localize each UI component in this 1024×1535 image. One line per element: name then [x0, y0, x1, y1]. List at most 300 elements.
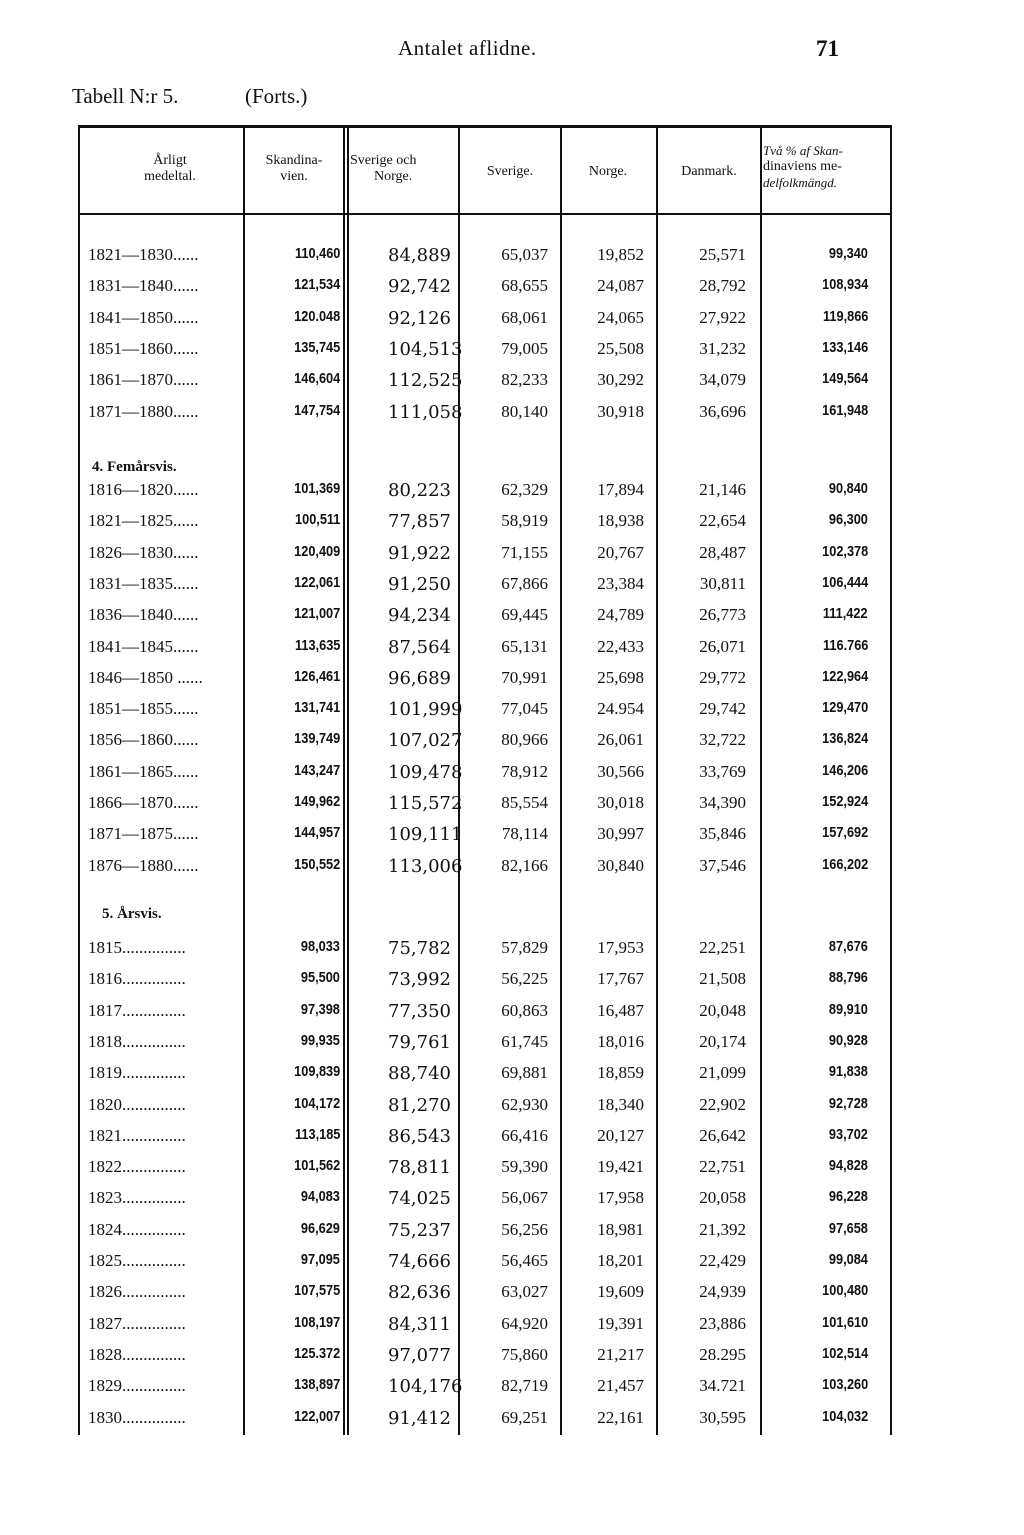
danmark-cell: 26,642	[699, 1125, 746, 1145]
sverige-norge-cell: 112,525	[388, 370, 463, 392]
sverige-norge-cell: 77,350	[388, 1000, 451, 1022]
period-cell: 1822...............	[88, 1157, 186, 1177]
tva-procent-cell: 136,824	[821, 730, 868, 748]
tva-procent-cell: 99,084	[828, 1251, 868, 1268]
norge-cell: 19,609	[597, 1282, 644, 1302]
sverige-cell: 62,930	[501, 1094, 548, 1114]
sverige-norge-cell: 80,223	[388, 480, 451, 501]
norge-cell: 24,087	[597, 276, 644, 296]
norge-cell: 30,018	[597, 793, 644, 812]
tva-procent-cell: 93,702	[828, 1125, 868, 1143]
tva-procent-cell: 99,340	[828, 245, 868, 262]
table-row	[0, 1220, 1024, 1251]
danmark-cell: 22,654	[699, 511, 746, 531]
period-cell: 1841—1850......	[88, 307, 199, 327]
tva-procent-cell: 106,444	[821, 573, 868, 591]
skandinavien-cell: 146,604	[293, 370, 340, 388]
sverige-cell: 85,554	[501, 793, 548, 812]
table-row	[0, 1408, 1024, 1439]
tva-procent-cell: 119,866	[822, 307, 868, 325]
sverige-norge-cell: 92,742	[388, 276, 451, 298]
norge-cell: 18,201	[597, 1251, 644, 1270]
sverige-cell: 56,225	[501, 969, 548, 989]
sverige-norge-cell: 96,689	[388, 667, 451, 689]
period-cell: 1846—1850 ......	[88, 667, 203, 687]
norge-cell: 25,508	[597, 338, 644, 358]
sverige-norge-cell: 73,992	[388, 969, 451, 991]
sverige-norge-cell: 88,740	[388, 1063, 451, 1085]
section-heading: 5. Årsvis.	[102, 906, 162, 922]
danmark-cell: 28.295	[699, 1344, 746, 1364]
sverige-cell: 79,005	[501, 338, 548, 358]
sverige-cell: 57,829	[501, 938, 548, 957]
header-sverige	[460, 164, 560, 180]
skandinavien-cell: 150,552	[293, 855, 340, 873]
header-svno-line2: Norge.	[374, 169, 413, 184]
skandinavien-cell: 98,033	[300, 938, 340, 955]
period-cell: 1819...............	[88, 1063, 186, 1083]
sverige-cell: 80,966	[501, 730, 548, 750]
table-row	[0, 793, 1024, 824]
sverige-cell: 75,860	[501, 1344, 548, 1364]
table-row	[0, 370, 1024, 401]
sverige-cell: 60,863	[501, 1000, 548, 1020]
table-row	[0, 824, 1024, 855]
tva-procent-cell: 157,692	[821, 824, 868, 842]
sverige-cell: 58,919	[501, 511, 548, 531]
table-row	[0, 605, 1024, 636]
danmark-cell: 21,146	[699, 480, 746, 499]
header-tva-line2: dinaviens me-	[763, 159, 842, 174]
sverige-cell: 65,037	[501, 245, 548, 264]
table-row	[0, 1126, 1024, 1157]
sverige-norge-cell: 97,077	[388, 1344, 451, 1366]
sverige-norge-cell: 75,237	[388, 1219, 451, 1241]
skandinavien-cell: 113,635	[294, 636, 340, 654]
period-cell: 1817...............	[88, 1000, 186, 1020]
danmark-cell: 36,696	[699, 401, 746, 421]
danmark-cell: 30,595	[699, 1407, 746, 1427]
header-skand-line2: vien.	[280, 169, 308, 184]
skandinavien-cell: 144,957	[293, 824, 340, 842]
table-row	[0, 938, 1024, 969]
sverige-cell: 56,465	[501, 1251, 548, 1270]
danmark-cell: 25,571	[699, 245, 746, 264]
period-cell: 1821...............	[88, 1125, 186, 1145]
skandinavien-cell: 120.048	[293, 307, 340, 325]
skandinavien-cell: 122,061	[293, 573, 340, 591]
sverige-norge-cell: 74,666	[388, 1251, 451, 1272]
period-cell: 1821—1825......	[88, 511, 199, 531]
period-cell: 1830...............	[88, 1407, 186, 1427]
table-row	[0, 1282, 1024, 1313]
danmark-cell: 35,846	[699, 824, 746, 844]
tva-procent-cell: 111,422	[823, 605, 868, 623]
tva-procent-cell: 90,840	[828, 480, 868, 497]
header-tva-line1: Två % af Skan-	[763, 143, 843, 158]
tva-procent-cell: 108,934	[821, 276, 868, 294]
norge-cell: 17,894	[597, 480, 644, 499]
norge-cell: 19,852	[597, 245, 644, 264]
skandinavien-cell: 107,575	[293, 1282, 340, 1300]
page-number: 71	[816, 36, 839, 61]
header-tva-line3: delfolkmängd.	[763, 175, 838, 190]
danmark-cell: 37,546	[699, 855, 746, 875]
danmark-cell: 29,772	[699, 667, 746, 687]
table-row	[0, 730, 1024, 761]
skandinavien-cell: 95,500	[300, 969, 340, 987]
skandinavien-cell: 143,247	[293, 761, 340, 779]
table-row	[0, 480, 1024, 511]
danmark-cell: 22,429	[699, 1251, 746, 1270]
norge-cell: 24,065	[597, 307, 644, 327]
tva-procent-cell: 89,910	[828, 1000, 868, 1018]
sverige-cell: 82,233	[501, 370, 548, 390]
norge-cell: 18,938	[597, 511, 644, 531]
sverige-cell: 56,067	[501, 1188, 548, 1208]
norge-cell: 16,487	[597, 1000, 644, 1020]
sverige-norge-cell: 101,999	[388, 699, 463, 721]
header-norge	[560, 164, 656, 180]
table-row	[0, 245, 1024, 276]
table-row	[0, 1032, 1024, 1063]
table-row	[0, 637, 1024, 668]
sverige-norge-cell: 87,564	[388, 636, 451, 658]
sverige-norge-cell: 82,636	[388, 1282, 451, 1304]
skandinavien-cell: 109,839	[293, 1063, 340, 1081]
tva-procent-cell: 100,480	[821, 1282, 868, 1300]
sverige-cell: 69,881	[501, 1063, 548, 1083]
table-row	[0, 402, 1024, 433]
sverige-norge-cell: 94,234	[388, 605, 451, 627]
period-cell: 1861—1870......	[88, 370, 199, 390]
period-cell: 1816...............	[88, 969, 186, 989]
sverige-norge-cell: 91,412	[388, 1407, 451, 1429]
sverige-norge-cell: 107,027	[388, 730, 463, 752]
danmark-cell: 22,751	[699, 1157, 746, 1177]
sverige-norge-cell: 91,250	[388, 573, 451, 595]
sverige-norge-cell: 113,006	[388, 855, 463, 877]
norge-cell: 20,127	[597, 1125, 644, 1145]
tva-procent-cell: 88,796	[828, 969, 868, 987]
skandinavien-cell: 97,398	[300, 1000, 340, 1018]
sverige-cell: 63,027	[501, 1282, 548, 1302]
skandinavien-cell: 125.372	[293, 1344, 340, 1362]
norge-cell: 24,789	[597, 605, 644, 625]
sverige-cell: 65,131	[501, 636, 548, 656]
table-row	[0, 543, 1024, 574]
skandinavien-cell: 110,460	[294, 245, 340, 262]
table-row	[0, 1157, 1024, 1188]
table-row	[0, 308, 1024, 339]
skandinavien-cell: 121,007	[293, 605, 340, 623]
table-row	[0, 339, 1024, 370]
norge-cell: 19,391	[597, 1313, 644, 1333]
danmark-cell: 28,792	[699, 276, 746, 296]
period-cell: 1871—1875......	[88, 824, 199, 844]
norge-cell: 30,566	[597, 761, 644, 781]
norge-cell: 23,384	[597, 573, 644, 593]
tva-procent-cell: 102,514	[821, 1344, 868, 1362]
norge-cell: 17,958	[597, 1188, 644, 1208]
skandinavien-cell: 131,741	[293, 699, 340, 717]
tva-procent-cell: 102,378	[821, 542, 868, 560]
period-cell: 1829...............	[88, 1376, 186, 1396]
header-bottom-rule	[78, 213, 892, 215]
period-cell: 1828...............	[88, 1344, 186, 1364]
sverige-cell: 68,655	[501, 276, 548, 296]
table-row	[0, 511, 1024, 542]
sverige-norge-cell: 115,572	[388, 793, 463, 814]
table-row	[0, 1251, 1024, 1282]
norge-cell: 26,061	[597, 730, 644, 750]
table-row	[0, 762, 1024, 793]
sverige-cell: 71,155	[501, 542, 548, 562]
table-row	[0, 1345, 1024, 1376]
norge-cell: 18,340	[597, 1094, 644, 1114]
table-row	[0, 1314, 1024, 1345]
tva-procent-cell: 96,228	[828, 1188, 868, 1206]
table-row	[0, 574, 1024, 605]
period-cell: 1856—1860......	[88, 730, 199, 750]
skandinavien-cell: 100,511	[294, 511, 340, 529]
continued-label: (Forts.)	[245, 84, 308, 108]
sverige-cell: 66,416	[501, 1125, 548, 1145]
danmark-cell: 26,071	[699, 636, 746, 656]
danmark-cell: 34,390	[699, 793, 746, 812]
table-row	[0, 668, 1024, 699]
table-row	[0, 276, 1024, 307]
skandinavien-cell: 139,749	[293, 730, 340, 748]
tva-procent-cell: 91,838	[828, 1063, 868, 1081]
period-cell: 1831—1840......	[88, 276, 199, 296]
skandinavien-cell: 101,562	[293, 1157, 340, 1175]
period-cell: 1818...............	[88, 1031, 186, 1051]
period-cell: 1826—1830......	[88, 542, 199, 562]
header-arligt-line2: medeltal.	[144, 169, 196, 184]
table-top-rule	[78, 125, 892, 128]
tva-procent-cell: 133,146	[821, 338, 868, 356]
danmark-cell: 21,508	[699, 969, 746, 989]
sverige-norge-cell: 86,543	[388, 1125, 451, 1147]
tva-procent-cell: 90,928	[828, 1031, 868, 1049]
sverige-cell: 62,329	[501, 480, 548, 499]
header-danmark	[658, 164, 760, 180]
tva-procent-cell: 129,470	[821, 699, 868, 717]
section-heading: 4. Femårsvis.	[92, 459, 177, 475]
skandinavien-cell: 104,172	[293, 1094, 340, 1112]
sverige-cell: 61,745	[501, 1031, 548, 1051]
sverige-cell: 80,140	[501, 401, 548, 421]
table-row	[0, 1063, 1024, 1094]
danmark-cell: 20,174	[699, 1031, 746, 1051]
period-cell: 1866—1870......	[88, 793, 199, 812]
period-cell: 1827...............	[88, 1313, 186, 1333]
period-cell: 1823...............	[88, 1188, 186, 1208]
skandinavien-cell: 121,534	[293, 276, 340, 294]
header-skandinavien	[248, 153, 340, 185]
norge-cell: 21,217	[597, 1344, 644, 1364]
danmark-cell: 26,773	[699, 605, 746, 625]
sverige-cell: 78,114	[501, 824, 548, 844]
tva-procent-cell: 96,300	[828, 511, 868, 529]
skandinavien-cell: 149,962	[293, 793, 340, 810]
norge-cell: 17,767	[597, 969, 644, 989]
header-svno-line1: Sverige och	[350, 153, 417, 168]
period-cell: 1825...............	[88, 1251, 186, 1270]
skandinavien-cell: 94,083	[300, 1188, 340, 1206]
sverige-norge-cell: 78,811	[388, 1157, 451, 1179]
sverige-norge-cell: 92,126	[388, 307, 451, 329]
tva-procent-cell: 94,828	[828, 1157, 868, 1175]
sverige-norge-cell: 84,889	[388, 245, 451, 266]
danmark-cell: 30,811	[699, 573, 746, 593]
sverige-norge-cell: 74,025	[388, 1188, 451, 1210]
norge-cell: 30,840	[597, 855, 644, 875]
table-row	[0, 969, 1024, 1000]
skandinavien-cell: 126,461	[293, 667, 340, 685]
norge-cell: 22,433	[597, 636, 644, 656]
norge-cell: 21,457	[597, 1376, 644, 1396]
sverige-norge-cell: 104,513	[388, 338, 463, 360]
tva-procent-cell: 97,658	[828, 1219, 868, 1237]
danmark-cell: 34,079	[699, 370, 746, 390]
tva-procent-cell: 116.766	[822, 636, 868, 654]
period-cell: 1815...............	[88, 938, 186, 957]
norge-cell: 30,918	[597, 401, 644, 421]
sverige-cell: 78,912	[501, 761, 548, 781]
tva-procent-cell: 161,948	[821, 401, 868, 419]
sverige-norge-cell: 79,761	[388, 1031, 451, 1053]
tva-procent-cell: 152,924	[821, 793, 868, 810]
period-cell: 1851—1855......	[88, 699, 199, 719]
tva-procent-cell: 166,202	[821, 855, 868, 873]
tva-procent-cell: 104,032	[821, 1407, 868, 1425]
norge-cell: 25,698	[597, 667, 644, 687]
header-sverige-och-norge	[350, 153, 456, 185]
tva-procent-cell: 122,964	[821, 667, 868, 685]
danmark-cell: 33,769	[699, 761, 746, 781]
header-skand-line1: Skandina-	[265, 153, 323, 168]
sverige-cell: 70,991	[501, 667, 548, 687]
header-tva-procent	[763, 143, 891, 191]
sverige-cell: 67,866	[501, 573, 548, 593]
table-row	[0, 856, 1024, 887]
period-cell: 1871—1880......	[88, 401, 199, 421]
sverige-norge-cell: 109,478	[388, 761, 463, 783]
sverige-cell: 82,719	[501, 1376, 548, 1396]
norge-cell: 18,859	[597, 1063, 644, 1083]
table-row	[0, 1376, 1024, 1407]
skandinavien-cell: 147,754	[293, 401, 340, 419]
sverige-norge-cell: 77,857	[388, 511, 451, 533]
norge-cell: 24.954	[597, 699, 644, 719]
tva-procent-cell: 101,610	[821, 1313, 868, 1331]
danmark-cell: 27,922	[699, 307, 746, 327]
skandinavien-cell: 122,007	[293, 1407, 340, 1425]
sverige-norge-cell: 109,111	[388, 824, 463, 846]
danmark-cell: 22,251	[699, 938, 746, 957]
sverige-norge-cell: 81,270	[388, 1094, 451, 1116]
header-arligt	[120, 153, 220, 185]
skandinavien-cell: 101,369	[293, 480, 340, 497]
sverige-norge-cell: 104,176	[388, 1376, 463, 1398]
skandinavien-cell: 108,197	[293, 1313, 340, 1331]
danmark-cell: 34.721	[699, 1376, 746, 1396]
table-row	[0, 699, 1024, 730]
period-cell: 1820...............	[88, 1094, 186, 1114]
skandinavien-cell: 99,935	[300, 1031, 340, 1049]
norge-cell: 18,016	[597, 1031, 644, 1051]
tva-procent-cell: 103,260	[821, 1376, 868, 1394]
table-row	[0, 1095, 1024, 1126]
tva-procent-cell: 87,676	[828, 938, 868, 955]
running-title: Antalet aflidne.	[398, 36, 537, 60]
sverige-norge-cell: 91,922	[388, 542, 451, 564]
period-cell: 1861—1865......	[88, 761, 199, 781]
sverige-norge-cell: 75,782	[388, 938, 451, 959]
danmark-cell: 32,722	[699, 730, 746, 750]
skandinavien-cell: 135,745	[293, 338, 340, 356]
period-cell: 1824...............	[88, 1219, 186, 1239]
danmark-cell: 31,232	[699, 338, 746, 358]
danmark-cell: 21,099	[699, 1063, 746, 1083]
skandinavien-cell: 120,409	[293, 542, 340, 560]
sverige-cell: 69,445	[501, 605, 548, 625]
period-cell: 1841—1845......	[88, 636, 199, 656]
period-cell: 1876—1880......	[88, 855, 199, 875]
danmark-cell: 23,886	[699, 1313, 746, 1333]
sverige-norge-cell: 84,311	[388, 1313, 451, 1335]
norge-cell: 19,421	[597, 1157, 644, 1177]
danmark-cell: 20,048	[699, 1000, 746, 1020]
table-row	[0, 1188, 1024, 1219]
sverige-cell: 82,166	[501, 855, 548, 875]
danmark-cell: 21,392	[699, 1219, 746, 1239]
danmark-cell: 28,487	[699, 542, 746, 562]
skandinavien-cell: 97,095	[300, 1251, 340, 1268]
header-sverige-text: Sverige.	[486, 164, 534, 179]
sverige-norge-cell: 111,058	[388, 401, 463, 423]
sverige-cell: 59,390	[501, 1157, 548, 1177]
sverige-cell: 68,061	[501, 307, 548, 327]
period-cell: 1821—1830......	[88, 245, 199, 264]
norge-cell: 30,997	[597, 824, 644, 844]
sverige-cell: 64,920	[501, 1313, 548, 1333]
norge-cell: 18,981	[597, 1219, 644, 1239]
sverige-cell: 77,045	[501, 699, 548, 719]
tva-procent-cell: 92,728	[828, 1094, 868, 1112]
period-cell: 1826...............	[88, 1282, 186, 1302]
danmark-cell: 20,058	[699, 1188, 746, 1208]
period-cell: 1851—1860......	[88, 338, 199, 358]
header-norge-text: Norge.	[588, 164, 628, 179]
table-label: Tabell N:r 5.	[72, 84, 179, 108]
sverige-cell: 69,251	[501, 1407, 548, 1427]
skandinavien-cell: 138,897	[293, 1376, 340, 1394]
sverige-cell: 56,256	[501, 1219, 548, 1239]
period-cell: 1836—1840......	[88, 605, 199, 625]
norge-cell: 30,292	[597, 370, 644, 390]
danmark-cell: 29,742	[699, 699, 746, 719]
period-cell: 1831—1835......	[88, 573, 199, 593]
table-row	[0, 1001, 1024, 1032]
header-arligt-line1: Årligt	[153, 153, 187, 168]
header-danmark-text: Danmark.	[681, 164, 737, 179]
skandinavien-cell: 96,629	[300, 1219, 340, 1237]
danmark-cell: 24,939	[699, 1282, 746, 1302]
norge-cell: 22,161	[597, 1407, 644, 1427]
